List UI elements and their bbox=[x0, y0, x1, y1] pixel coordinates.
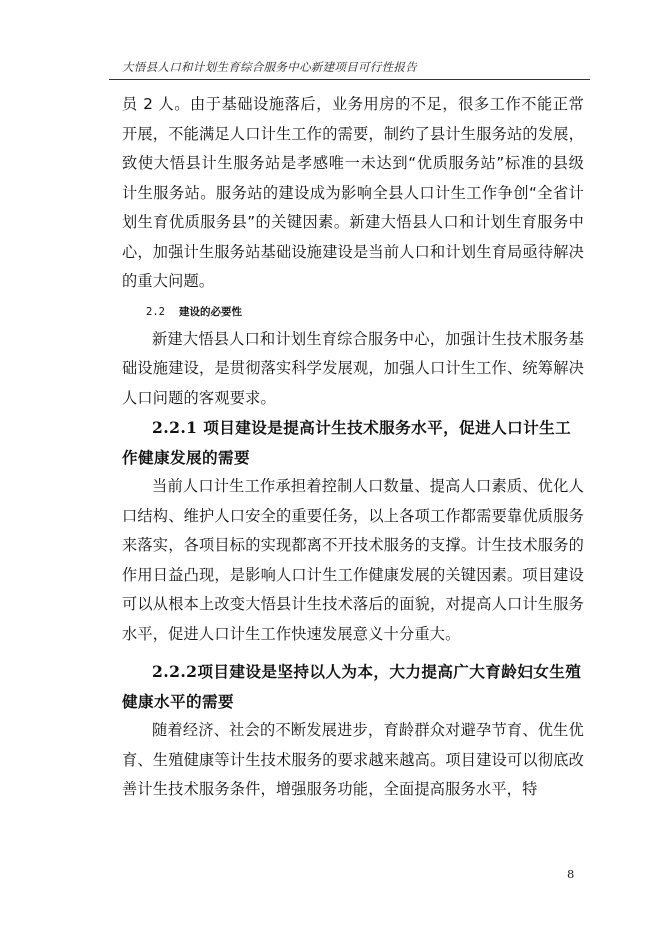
section-heading-2-2 bbox=[146, 304, 584, 320]
paragraph-2-2-2 bbox=[122, 716, 584, 805]
paragraph-intro: 员 2 人。由于基础设施落后，业务用房的不足，很多工作不能正常开展，不能满足人口计生工作的需要，制约了县计生服务站的发展，致使大悟县计生服务站是孝感唯一未达到“优质服务站”标准的县级计生服务站。服务站的建设成为影响全县人口计生工作争创“全省计划生育优质服务县”的关键因素。新建大悟县人口和计划生育服务中心，加强计生服务站基础设施建设是当前人口和计划生育局亟待解决的重大问题。 bbox=[122, 95, 584, 290]
paragraph-2-2-2-text: 随着经济、社会的不断发展进步，育龄群众对避孕节育、优生优育、生殖健康等计生技术服务的要求越来越高。项目建设可以彻底改善计生技术服务条件，增强服务功能，全面提高服务水平，特 bbox=[122, 721, 584, 798]
running-header: 大悟县人口和计划生育综合服务中心新建项目可行性报告 bbox=[122, 60, 417, 74]
subsection-heading-2-2-1 bbox=[122, 413, 584, 472]
section-title: 建设的必要性 bbox=[178, 305, 242, 318]
header-divider bbox=[109, 79, 590, 80]
subsection-title-2-2-2: 2.2.2项目建设是坚持以人为本，大力提高广大育龄妇女生殖健康水平的需要 bbox=[122, 662, 582, 711]
page-number: 8 bbox=[567, 867, 575, 881]
subsection-heading-2-2-2 bbox=[122, 657, 584, 716]
subsection-title-2-2-1: 2.2.1 项目建设是提高计生技术服务水平，促进人口计生工作健康发展的需要 bbox=[122, 418, 572, 467]
body-text bbox=[122, 90, 584, 805]
paragraph-necessity-text: 新建大悟县人口和计划生育综合服务中心，加强计生技术服务基础设施建设，是贯彻落实科学发展观，加强人口计生工作、统筹解决人口问题的客观要求。 bbox=[122, 329, 584, 407]
paragraph-2-2-1-text: 当前人口计生工作承担着控制人口数量、提高人口素质、优化人口结构、维护人口安全的重要任务，以上各项工作都需要靠优质服务来落实，各项目标的实现都离不开技术服务的支撑。计生技术服务的作用日益凸现，是影响人口计生工作健康发展的关键因素。项目建设可以从根本上改变大悟县计生技术落后的面貌，对提高人口计生服务水平，促进人口计生工作快速发展意义十分重大。 bbox=[122, 477, 584, 643]
paragraph-necessity bbox=[122, 325, 584, 414]
section-number: 2.2 bbox=[146, 305, 165, 318]
paragraph-2-2-1 bbox=[122, 472, 584, 649]
